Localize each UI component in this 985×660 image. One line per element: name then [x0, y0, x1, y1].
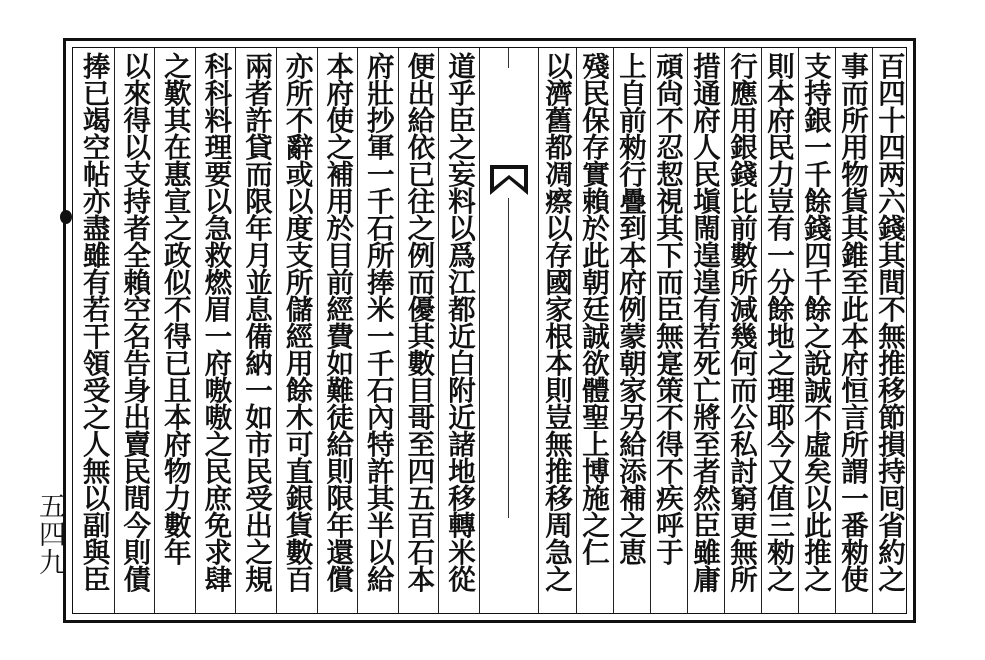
- text-column: 百四十四两六錢其間不無推移節損持囘省約之: [873, 52, 905, 592]
- page-border: [63, 38, 916, 623]
- column-rule: [724, 48, 725, 613]
- gutter-line-top: [508, 48, 509, 68]
- text-column: 殘民保存實賴於此朝廷誠欲體聖上博施之仁: [577, 52, 609, 565]
- column-rule: [317, 48, 318, 613]
- column-rule: [195, 48, 196, 613]
- column-rule: [576, 48, 577, 613]
- column-rule: [276, 48, 277, 613]
- text-column: 本府使之補用於目前經費如難徒給則限年還償: [321, 52, 354, 592]
- center-gutter: [479, 48, 539, 613]
- column-rule: [154, 48, 155, 613]
- column-rule: [650, 48, 651, 613]
- text-column: 科科料理要以急救燃眉一府嗷嗷之民庶免求肆: [199, 52, 232, 592]
- column-rule: [798, 48, 799, 613]
- column-rule: [872, 48, 873, 613]
- text-column: 上自前勑行疊到本府例蒙朝家另給添補之恵: [614, 52, 646, 565]
- text-block: [72, 47, 907, 614]
- column-rule: [114, 48, 115, 613]
- text-column: 捧已竭空帖亦盡雖有若干領受之人無以副與臣: [77, 52, 110, 592]
- text-column: 亦所不辭或以度支所儲經用餘木可直銀貨數百: [280, 52, 313, 592]
- text-column: 府壯抄軍一千石所捧米一千石內特許其半以給: [361, 52, 394, 592]
- column-rule: [438, 48, 439, 613]
- text-column: 以來得以支持者全賴空名告身出賣民間今則債: [118, 52, 151, 592]
- text-column: 道乎臣之妄料以爲江都近白附近諸地移轉米從: [442, 52, 475, 592]
- text-column: 措通府人民塡閙遑遑有若死亡將至者然臣雖庸: [688, 52, 720, 592]
- text-column: 則本府民力豈有一分餘地之理耶今又值三勑之: [762, 52, 794, 592]
- column-rule: [398, 48, 399, 613]
- text-column-gutter-adjacent: 以濟舊都凋瘵以存國家根本則豈無推移周急之: [540, 52, 572, 592]
- text-column: 支持銀一千餘錢四千餘之說誠不虛矣以此推之: [799, 52, 831, 592]
- fishtail-mark-icon: [490, 165, 528, 195]
- text-column: 行應用銀錢比前數所減幾何而公私討窮更無所: [725, 52, 757, 592]
- column-rule: [761, 48, 762, 613]
- column-rule: [687, 48, 688, 613]
- column-rule: [357, 48, 358, 613]
- column-rule: [613, 48, 614, 613]
- column-rule: [235, 48, 236, 613]
- text-column: 兩者許貸而限年月並息備納一如市民受出之規: [239, 52, 272, 592]
- gutter-line: [508, 198, 509, 518]
- column-rule: [835, 48, 836, 613]
- text-column: 之歎其在惠宣之政似不得已且本府物力數年: [158, 52, 191, 565]
- page-number: 五四九: [34, 492, 65, 576]
- text-column: 事而所用物貨其錐至此本府恒言所謂一番勑使: [836, 52, 868, 592]
- text-column: 頑尙不忍恝視其下而臣無寔策不得不疾呼于: [651, 52, 683, 565]
- text-column: 便出給依已往之例而優其數目哥至四五百石本: [402, 52, 435, 592]
